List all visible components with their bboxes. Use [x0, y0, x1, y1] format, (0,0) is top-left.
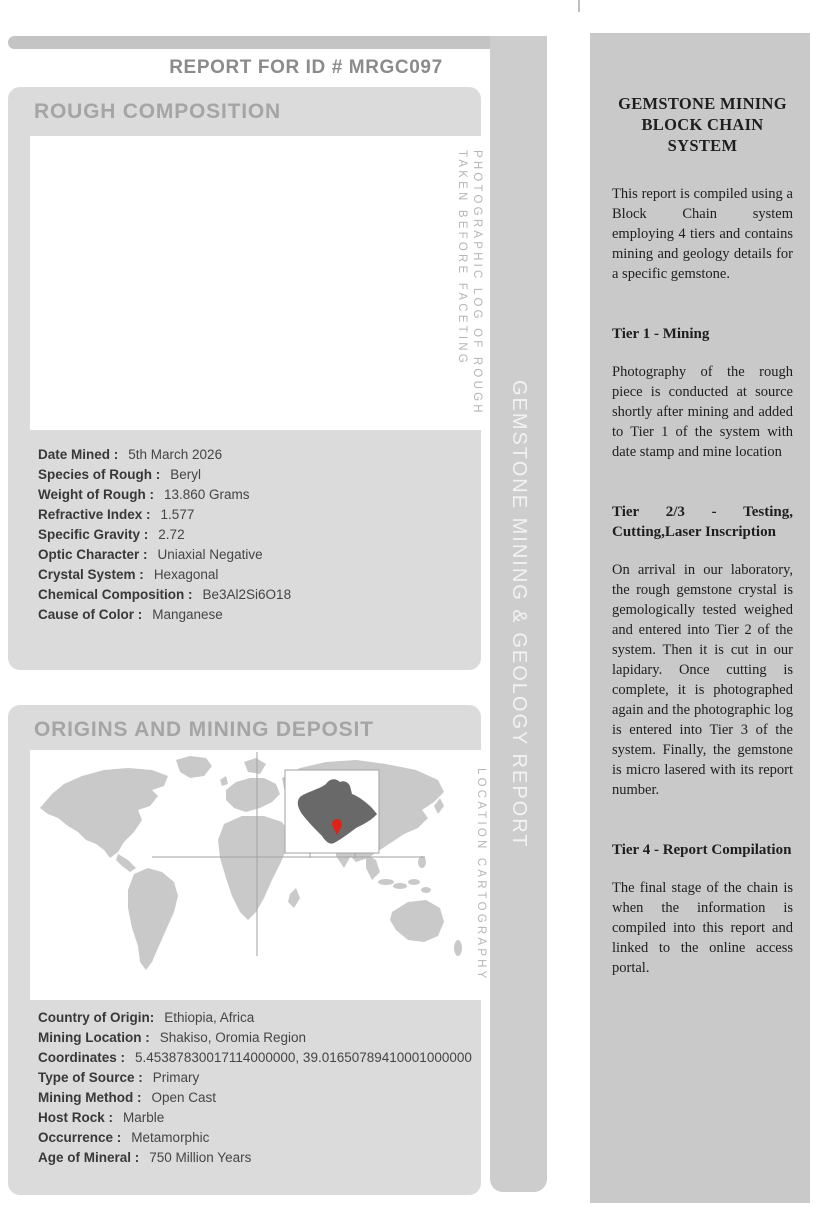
field-label: Type of Source : [38, 1070, 143, 1085]
field-value: Marble [123, 1110, 165, 1125]
sidebar-section [612, 502, 793, 800]
field-value: 2.72 [158, 527, 185, 542]
rough-composition-section [8, 87, 481, 670]
sidebar-title: GEMSTONE MINING BLOCK CHAIN SYSTEM [618, 94, 787, 155]
field-row [38, 1008, 472, 1028]
field-label: Optic Character : [38, 547, 148, 562]
field-row [38, 585, 291, 605]
field-label: Specific Gravity : [38, 527, 149, 542]
north-america [40, 768, 168, 858]
field-label: Host Rock : [38, 1110, 114, 1125]
side-band [490, 36, 547, 1192]
field-label: Mining Location : [38, 1030, 150, 1045]
field-row [38, 525, 291, 545]
field-row [38, 445, 291, 465]
field-row [38, 1048, 472, 1068]
field-row [38, 565, 291, 585]
europe [226, 778, 280, 812]
field-row [38, 605, 291, 625]
field-label: Date Mined : [38, 447, 119, 462]
field-value: Ethiopia, Africa [164, 1010, 255, 1025]
field-value: 750 Million Years [149, 1150, 252, 1165]
field-value: Metamorphic [131, 1130, 210, 1145]
side-band-label: GEMSTONE MINING & GEOLOGY REPORT [508, 379, 530, 849]
field-row [38, 505, 291, 525]
origins-fields-list [38, 1008, 472, 1168]
field-value: 5th March 2026 [128, 447, 223, 462]
field-label: Age of Mineral : [38, 1150, 140, 1165]
tier-body: Photography of the rough piece is conducted at source shortly after mining and added to Tier 1 of the system with date stamp and mine location [612, 364, 793, 460]
report-title: REPORT FOR ID # MRGC097 [169, 57, 443, 78]
sidebar-section [612, 324, 793, 462]
british-isles [220, 776, 228, 786]
field-label: Occurrence : [38, 1130, 122, 1145]
central-america [116, 854, 136, 872]
origins-section [8, 705, 487, 1195]
field-label: Country of Origin: [38, 1010, 155, 1025]
origins-title: ORIGINS AND MINING DEPOSIT [34, 718, 374, 741]
field-value: Hexagonal [153, 567, 219, 582]
field-value: Beryl [170, 467, 202, 482]
field-value: 5.45387830017114000000, 39.01650789410001000000 [135, 1050, 472, 1065]
field-row [38, 465, 291, 485]
photo-caption [453, 136, 486, 430]
field-value: Be3Al2Si6O18 [202, 587, 292, 602]
world-map [30, 750, 490, 1000]
field-row [38, 1088, 472, 1108]
field-value: 13.860 Grams [163, 487, 250, 502]
madagascar [288, 888, 300, 908]
field-value: Manganese [152, 607, 223, 622]
field-label: Species of Rough : [38, 467, 161, 482]
field-label: Mining Method : [38, 1090, 142, 1105]
tier-body: On arrival in our laboratory, the rough gemstone crystal is gemologically tested weighed and entered into Tier 2 of the system. Then it is cut in our lapidary. Once cutting is complete, it is photographed again and the photographic log is entered into Tier 3 of the system. Finally, the gemstone is micro lasered with its report number. [612, 562, 793, 798]
australia [390, 900, 444, 942]
rough-composition-title: ROUGH COMPOSITION [34, 100, 281, 123]
south-america [128, 868, 178, 970]
field-label: Crystal System : [38, 567, 144, 582]
field-row [38, 1108, 472, 1128]
tier-heading: Tier 4 - Report Compilation [612, 842, 792, 858]
field-row [38, 545, 291, 565]
field-label: Coordinates : [38, 1050, 126, 1065]
field-label: Refractive Index : [38, 507, 151, 522]
map-box [30, 750, 490, 1000]
scandinavia [244, 758, 266, 774]
field-row [38, 485, 291, 505]
sidebar-sections [612, 184, 793, 978]
rough-fields-list [38, 445, 291, 625]
photo-caption-line-2: TAKEN BEFORE FACETING [456, 150, 468, 366]
map-caption-text: LOCATION CARTOGRAPHY [475, 768, 487, 982]
field-value: Uniaxial Negative [157, 547, 263, 562]
field-label: Cause of Color : [38, 607, 143, 622]
field-row [38, 1148, 472, 1168]
page-top-strip [8, 36, 546, 49]
greenland [176, 756, 212, 778]
tier-heading: Tier 2/3 - Testing, Cutting,Laser Inscription [612, 504, 793, 540]
field-value: Primary [152, 1070, 200, 1085]
sidebar-section [612, 184, 793, 284]
top-center-tick [578, 0, 580, 12]
field-value: Open Cast [151, 1090, 217, 1105]
field-value: Shakiso, Oromia Region [159, 1030, 307, 1045]
sidebar [590, 33, 810, 1203]
africa [218, 816, 290, 920]
ethiopia-inset [285, 770, 379, 858]
field-row [38, 1068, 472, 1088]
field-row [38, 1128, 472, 1148]
tier-heading: Tier 1 - Mining [612, 326, 710, 342]
tier-body: This report is compiled using a Block Chain system employing 4 tiers and contains mining and geology details for a specific gemstone. [612, 186, 793, 282]
field-row [38, 1028, 472, 1048]
photo-caption-line-1: PHOTOGRAPHIC LOG OF ROUGH [471, 150, 483, 416]
field-label: Chemical Composition : [38, 587, 193, 602]
rough-photo-box [30, 136, 490, 430]
map-caption [475, 750, 487, 1000]
sidebar-section [612, 840, 793, 978]
field-value: 1.577 [160, 507, 195, 522]
field-label: Weight of Rough : [38, 487, 154, 502]
se-asia [366, 854, 380, 880]
tier-body: The final stage of the chain is when the information is compiled into this report and linked to the online access portal. [612, 880, 793, 976]
